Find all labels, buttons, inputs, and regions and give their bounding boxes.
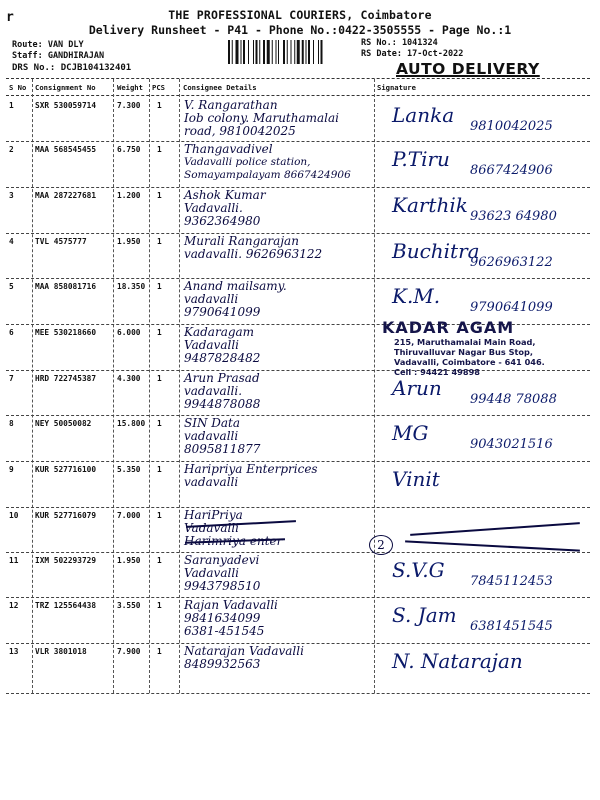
recipient-signature: Lanka: [392, 103, 455, 127]
pcs-count: 1: [157, 647, 162, 656]
row-serial-number: 4: [9, 237, 14, 246]
consignee-detail-line: V. Rangarathan: [184, 98, 278, 112]
header-rule-top: [6, 78, 590, 79]
rs-number: RS No.: 1041324: [361, 38, 438, 48]
barcode-bar: [276, 40, 277, 64]
barcode: [228, 40, 354, 64]
row-serial-number: 1: [9, 101, 14, 110]
consignee-detail-line: Arun Prasad: [184, 371, 260, 385]
consignment-number: HRD 722745387: [35, 374, 97, 383]
barcode-bar: [313, 40, 314, 64]
consignment-number: SXR 530059714: [35, 101, 97, 110]
row-separator: [6, 415, 590, 416]
consignee-detail-line: Rajan Vadavalli: [184, 598, 278, 612]
col-head-pcs: PCS: [152, 83, 165, 92]
consignee-detail-line: SIN Data: [184, 416, 241, 430]
weight-value: 1.200: [117, 191, 141, 200]
row-separator: [6, 507, 590, 508]
stamp-name: KADAR AGAM: [382, 318, 515, 337]
signature-phone-note: 8667424906: [470, 163, 553, 178]
barcode-bar: [236, 40, 239, 64]
pcs-count: 1: [157, 556, 162, 565]
row-separator: [6, 597, 590, 598]
weight-value: 7.000: [117, 511, 141, 520]
barcode-bar: [302, 40, 304, 64]
barcode-bar: [297, 40, 300, 64]
row-separator: [6, 552, 590, 553]
signature-phone-note: 9626963122: [470, 255, 553, 270]
consignment-number: IXM 502293729: [35, 556, 97, 565]
consignee-detail-line: vadavalli. 9626963122: [184, 247, 323, 261]
weight-value: 7.300: [117, 101, 141, 110]
corner-mark: r: [6, 10, 14, 25]
staff-label: Staff: GANDHIRAJAN: [12, 51, 105, 61]
weight-value: 7.900: [117, 647, 141, 656]
consignment-number: MAA 568545455: [35, 145, 97, 154]
recipient-signature: K.M.: [392, 284, 441, 308]
consignee-detail-line: 9362364980: [184, 214, 261, 228]
consignee-detail-line: vadavalli: [184, 292, 239, 306]
recipient-signature: Buchitra: [392, 239, 480, 263]
row-serial-number: 8: [9, 419, 14, 428]
barcode-bar: [287, 40, 288, 64]
barcode-bar: [321, 40, 323, 64]
weight-value: 1.950: [117, 556, 141, 565]
consignee-detail-line: Saranyadevi: [184, 553, 260, 567]
weight-value: 18.350: [117, 282, 146, 291]
drs-number: DRS No.: DCJB104132401: [12, 63, 132, 73]
row-serial-number: 3: [9, 191, 14, 200]
row-serial-number: 9: [9, 465, 14, 474]
consignee-detail-line: Natarajan Vadavalli: [184, 644, 304, 658]
row-serial-number: 2: [9, 145, 14, 154]
stamp-line: Vadavalli, Coimbatore - 641 046.: [394, 357, 545, 367]
consignment-number: MAA 858081716: [35, 282, 97, 291]
consignee-detail-line: Vadavalli police station,: [184, 156, 311, 168]
barcode-bar: [291, 40, 292, 64]
barcode-bar: [272, 40, 273, 64]
consignee-detail-line: 9943798510: [184, 579, 261, 593]
consignee-detail-line: vadavalli.: [184, 384, 243, 398]
barcode-bar: [241, 40, 242, 64]
consignment-number: TRZ 125564438: [35, 601, 97, 610]
weight-value: 4.300: [117, 374, 141, 383]
row-serial-number: 7: [9, 374, 14, 383]
consignee-detail-line: Harimriya enter: [184, 534, 283, 548]
weight-value: 5.350: [117, 465, 141, 474]
shop-stamp: [378, 318, 588, 377]
consignment-number: KUR 527716100: [35, 465, 97, 474]
consignment-number: TVL 4575777: [35, 237, 87, 246]
col-divider: [374, 79, 375, 693]
recipient-signature: S. Jam: [392, 603, 457, 627]
pcs-count: 1: [157, 601, 162, 610]
col-head-sno: S No: [9, 83, 27, 92]
barcode-bar: [253, 40, 254, 64]
recipient-signature: N. Natarajan: [392, 649, 523, 673]
barcode-bar: [267, 40, 270, 64]
barcode-bar: [278, 40, 279, 64]
col-divider: [179, 79, 180, 693]
consignee-detail-line: 6381-451545: [184, 624, 265, 638]
barcode-bar: [259, 40, 260, 64]
consignee-detail-line: road, 9810042025: [184, 124, 296, 138]
stamp-line: Cell : 94421 49898: [394, 367, 480, 377]
pcs-count: 1: [157, 328, 162, 337]
signature-phone-note: 7845112453: [470, 574, 553, 589]
consignment-number: NEY 50050082: [35, 419, 92, 428]
pcs-count: 1: [157, 101, 162, 110]
consignee-detail-line: Vadavalli: [184, 338, 240, 352]
recipient-signature: Arun: [392, 376, 442, 400]
barcode-bar: [228, 40, 230, 64]
barcode-bar: [263, 40, 265, 64]
consignee-detail-line: Iob colony. Maruthamalai: [184, 111, 339, 125]
recipient-signature: Karthik: [392, 193, 468, 217]
consignee-detail-line: 8489932563: [184, 657, 261, 671]
strike-through: [410, 522, 580, 536]
signature-phone-note: 93623 64980: [470, 209, 557, 224]
consignment-number: KUR 527716079: [35, 511, 97, 520]
pcs-count: 1: [157, 419, 162, 428]
pcs-count: 1: [157, 145, 162, 154]
col-divider: [113, 79, 114, 693]
consignee-detail-line: Thangavadivel: [184, 142, 273, 156]
signature-phone-note: 6381451545: [470, 619, 553, 634]
col-head-signature: Signature: [377, 83, 416, 92]
pcs-count: 1: [157, 374, 162, 383]
pcs-count: 1: [157, 237, 162, 246]
signature-phone-note: 9810042025: [470, 119, 553, 134]
stamp-line: 215, Maruthamalai Main Road,: [394, 337, 536, 347]
barcode-bar: [308, 40, 310, 64]
header-rule-bottom: [6, 95, 590, 96]
consignee-detail-line: Murali Rangarajan: [184, 234, 299, 248]
barcode-bar: [318, 40, 319, 64]
stamp-line: Thiruvalluvar Nagar Bus Stop,: [394, 347, 533, 357]
consignee-detail-line: Ashok Kumar: [184, 188, 266, 202]
consignee-detail-line: 9944878088: [184, 397, 261, 411]
consignee-detail-line: HariPriya: [184, 508, 243, 522]
row-serial-number: 12: [9, 601, 19, 610]
rs-date: RS Date: 17-Oct-2022: [361, 49, 464, 59]
consignee-detail-line: Vadavalli: [184, 566, 240, 580]
weight-value: 15.800: [117, 419, 146, 428]
row-serial-number: 10: [9, 511, 19, 520]
recipient-signature: Vinit: [392, 467, 440, 491]
row-serial-number: 11: [9, 556, 19, 565]
company-title: THE PROFESSIONAL COURIERS, Coimbatore: [168, 8, 432, 22]
recipient-signature: S.V.G: [392, 558, 445, 582]
pcs-count: 1: [157, 511, 162, 520]
row-separator: [6, 693, 590, 694]
row-separator: [6, 278, 590, 279]
consignee-detail-line: 9790641099: [184, 305, 261, 319]
consignee-detail-line: Vadavalli.: [184, 201, 243, 215]
barcode-bar: [243, 40, 245, 64]
barcode-bar: [283, 40, 285, 64]
consignment-number: VLR 3801018: [35, 647, 87, 656]
consignment-number: MEE 530218660: [35, 328, 97, 337]
signature-phone-note: 9043021516: [470, 437, 553, 452]
weight-value: 6.000: [117, 328, 141, 337]
row-separator: [6, 141, 590, 142]
circled-note: 2: [369, 535, 393, 555]
route-label: Route: VAN DLY: [12, 40, 84, 50]
barcode-bar: [306, 40, 307, 64]
recipient-signature: MG: [392, 421, 429, 445]
col-head-consignment: Consignment No: [35, 83, 96, 92]
consignee-detail-line: Kadaragam: [184, 325, 255, 339]
consignment-number: MAA 287227681: [35, 191, 97, 200]
weight-value: 3.550: [117, 601, 141, 610]
pcs-count: 1: [157, 282, 162, 291]
recipient-signature: P.Tiru: [392, 147, 450, 171]
col-head-weight: Weight: [117, 83, 143, 92]
consignee-detail-line: Haripriya Enterprices: [184, 462, 318, 476]
barcode-bar: [294, 40, 295, 64]
pcs-count: 1: [157, 191, 162, 200]
col-divider: [149, 79, 150, 693]
row-serial-number: 6: [9, 328, 14, 337]
runsheet-subtitle: Delivery Runsheet - P41 - Phone No.:0422-3505555 - Page No.:1: [88, 23, 512, 37]
consignee-detail-line: vadavalli: [184, 429, 239, 443]
signature-phone-note: 99448 78088: [470, 392, 557, 407]
barcode-bar: [256, 40, 258, 64]
row-serial-number: 13: [9, 647, 19, 656]
strike-through: [405, 540, 580, 551]
signature-phone-note: 9790641099: [470, 300, 553, 315]
consignee-detail-line: Anand mailsamy.: [184, 279, 287, 293]
row-serial-number: 5: [9, 282, 14, 291]
col-divider: [32, 79, 33, 693]
barcode-bar: [232, 40, 233, 64]
consignee-detail-line: 8095811877: [184, 442, 261, 456]
consignee-detail-line: Somayampalayam 8667424906: [184, 169, 351, 181]
consignee-detail-line: Vadavalli: [184, 521, 240, 535]
auto-delivery-stamp: AUTO DELIVERY: [396, 60, 540, 78]
pcs-count: 1: [157, 465, 162, 474]
barcode-bar: [248, 40, 249, 64]
row-separator: [6, 187, 590, 188]
consignee-detail-line: 9487828482: [184, 351, 261, 365]
weight-value: 6.750: [117, 145, 141, 154]
consignee-detail-line: vadavalli: [184, 475, 239, 489]
col-head-consignee: Consignee Details: [183, 83, 257, 92]
weight-value: 1.950: [117, 237, 141, 246]
consignee-detail-line: 9841634099: [184, 611, 261, 625]
